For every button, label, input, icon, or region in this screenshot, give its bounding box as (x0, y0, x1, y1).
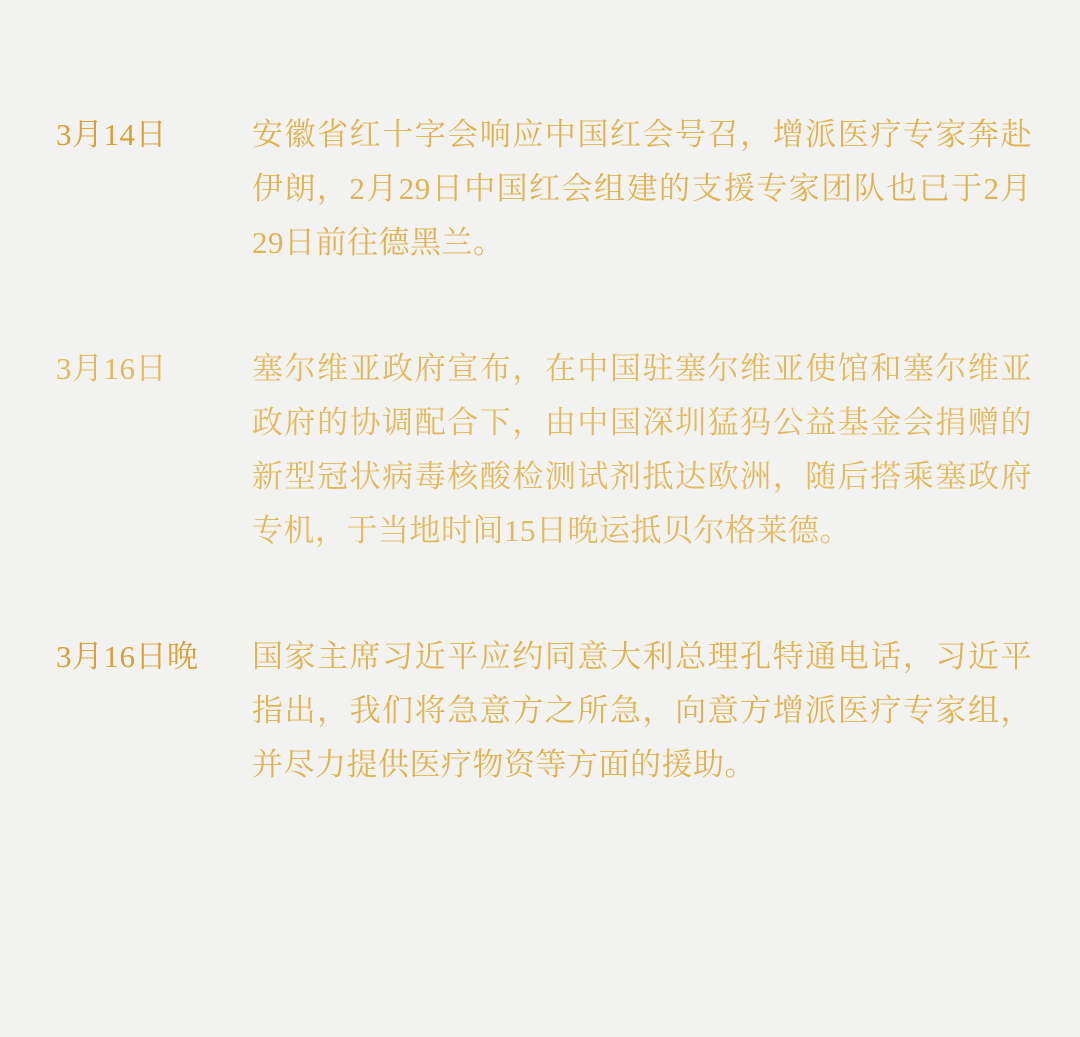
entry-date: 3月16日晚 (56, 639, 199, 674)
entry-text: 塞尔维亚政府宣布，在中国驻塞尔维亚使馆和塞尔维亚政府的协调配合下，由中国深圳猛犸公益基金会捐赠的新型冠状病毒核酸检测试剂抵达欧洲，随后搭乘塞政府专机，于当地时间15日晚运抵贝尔格莱德。 (252, 351, 1032, 548)
entry-date: 3月14日 (56, 117, 167, 152)
entry-date: 3月16日 (56, 351, 167, 386)
entry-text: 安徽省红十字会响应中国红会号召，增派医疗专家奔赴伊朗，2月29日中国红会组建的支援专家团队也已于2月29日前往德黑兰。 (252, 117, 1032, 260)
timeline-entry (56, 630, 1032, 792)
entry-text: 国家主席习近平应约同意大利总理孔特通电话，习近平指出，我们将急意方之所急，向意方增派医疗专家组，并尽力提供医疗物资等方面的援助。 (252, 639, 1032, 782)
timeline-entry (56, 108, 1032, 270)
timeline-entry (56, 342, 1032, 558)
